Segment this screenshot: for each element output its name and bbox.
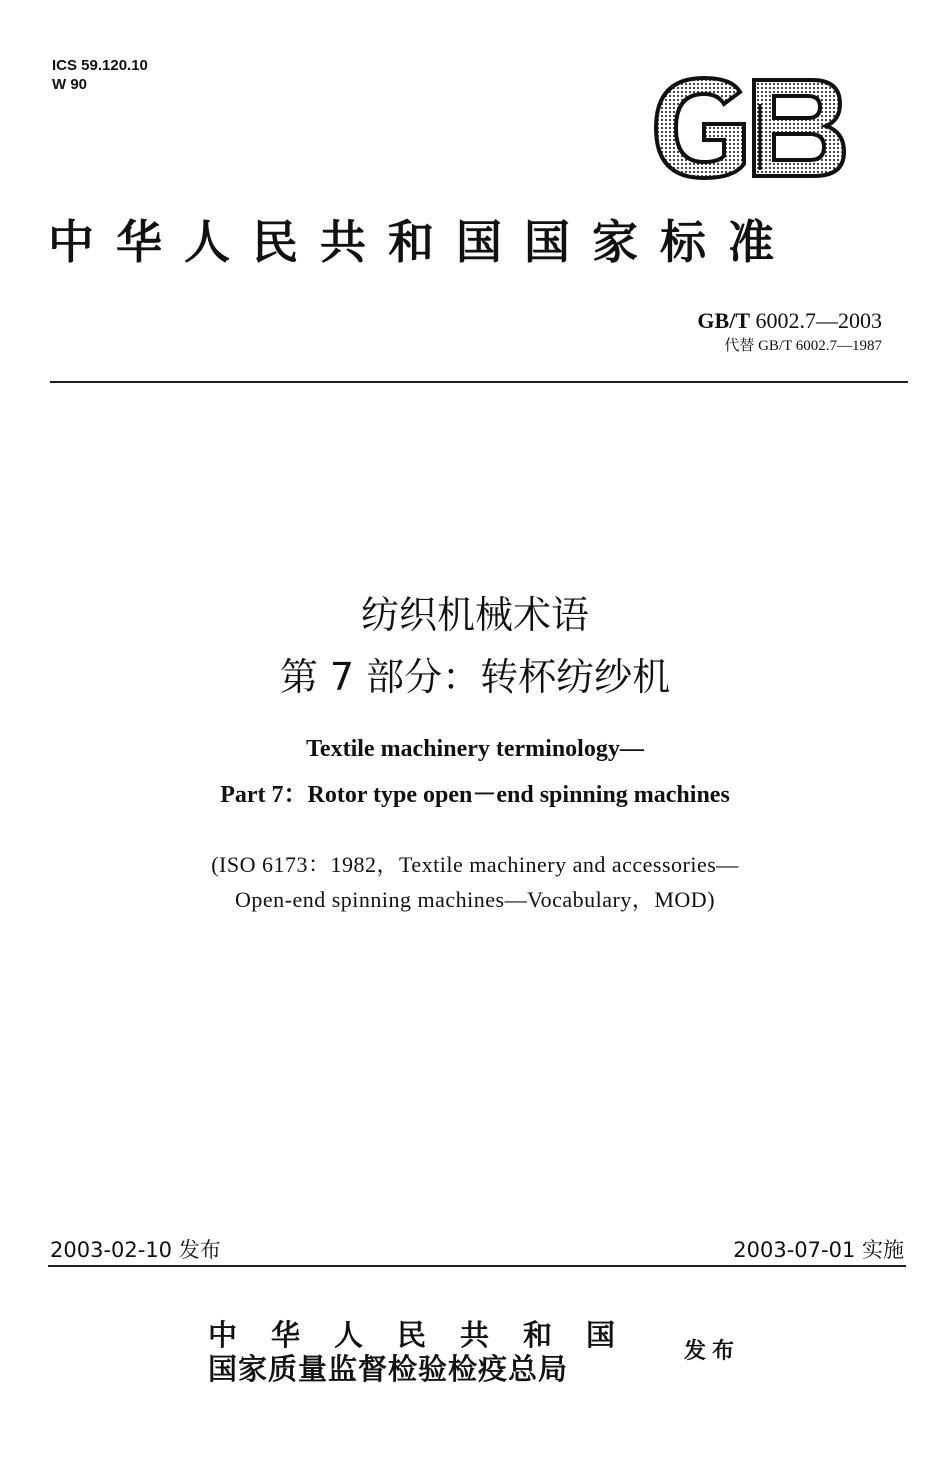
gb-logo xyxy=(648,74,848,182)
standard-code-block xyxy=(697,308,882,355)
issue-date: 2003-02-10 发布 xyxy=(50,1238,221,1262)
classification-block xyxy=(52,56,148,94)
standard-code-prefix: GB/T xyxy=(697,308,750,333)
standard-code-number: 6002.7—2003 xyxy=(750,308,882,333)
issuer-line1: 中华人民共和国 xyxy=(208,1318,650,1352)
ics-code: ICS 59.120.10 xyxy=(52,57,148,74)
iso-reference-line2: Open-end spinning machines—Vocabulary，MOD) xyxy=(234,887,716,912)
chinese-title-line2: 第 7 部分：转杯纺纱机 xyxy=(279,655,671,699)
national-standard-title: 中华人民共和国国家标准 xyxy=(48,215,796,269)
issuer-action: 发布 xyxy=(684,1339,741,1364)
issuer-block xyxy=(208,1318,649,1386)
implementation-date: 2003-07-01 实施 xyxy=(733,1238,904,1262)
top-divider xyxy=(50,381,908,383)
bottom-divider xyxy=(48,1265,906,1267)
standard-code xyxy=(697,308,882,334)
replaces-code: 代替 GB/T 6002.7—1987 xyxy=(724,338,882,354)
issuer-line2: 国家质量监督检验检疫总局 xyxy=(208,1352,569,1386)
english-title-line1: Textile machinery terminology— xyxy=(306,736,644,762)
english-title-line2: Part 7：Rotor type open－end spinning machines xyxy=(220,782,730,808)
chinese-title-line1: 纺织机械术语 xyxy=(360,593,589,637)
class-code: W 90 xyxy=(52,76,88,93)
iso-reference-line1: (ISO 6173：1982，Textile machinery and accessories— xyxy=(211,852,739,877)
